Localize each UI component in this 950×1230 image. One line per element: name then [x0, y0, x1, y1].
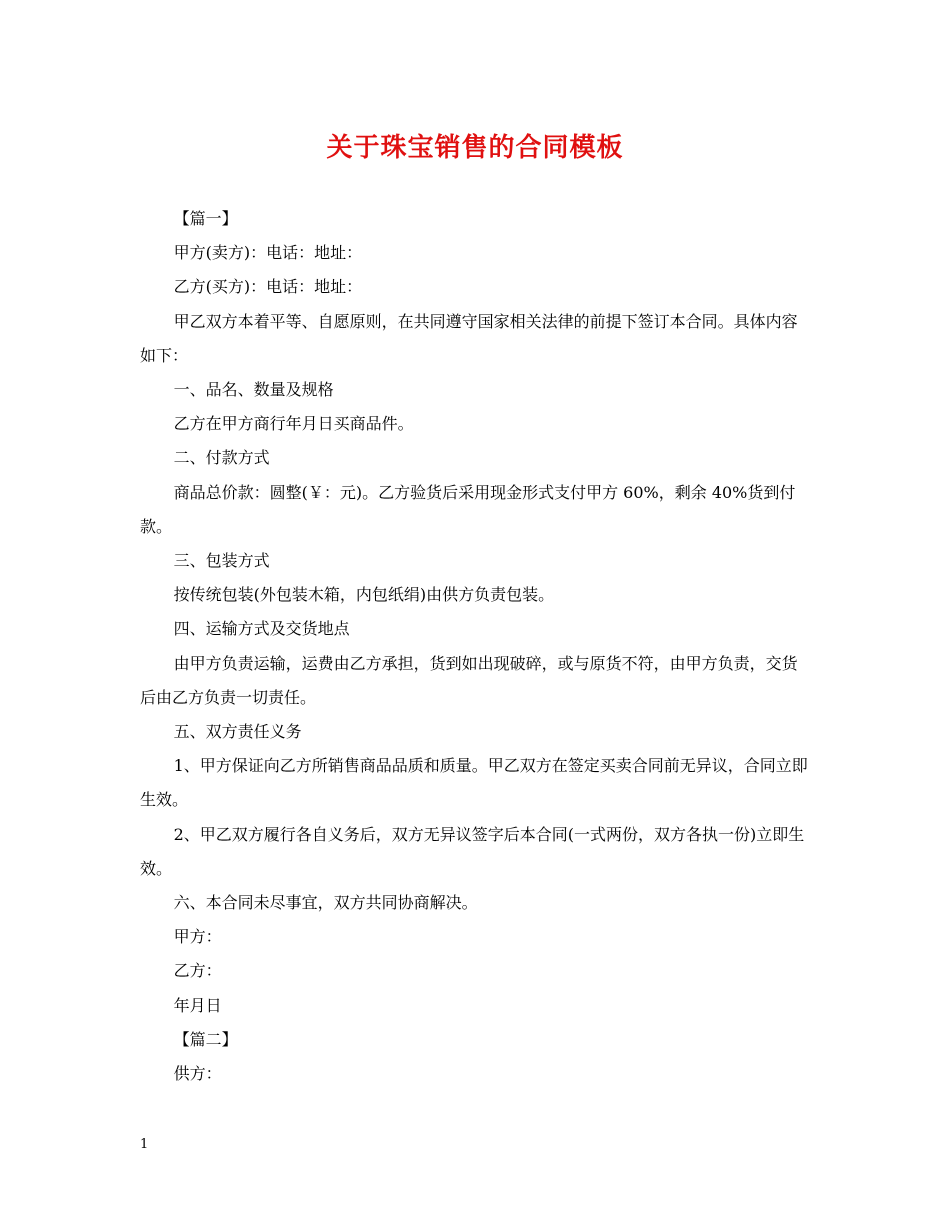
- preamble-paragraph: 甲乙双方本着平等、自愿原则，在共同遵守国家相关法律的前提下签订本合同。具体内容如下：: [140, 311, 798, 365]
- clause-text-2: 商品总价款：圆整(￥：元)。乙方验货后采用现金形式支付甲方 60%，剩余 40%货到付款。: [140, 482, 796, 536]
- party-a-line: 甲方(卖方)：电话：地址：: [173, 243, 363, 263]
- clause-heading-6: 六、本合同未尽事宜，双方共同协商解决。: [173, 893, 478, 913]
- supplier-line: 供方：: [173, 1064, 222, 1084]
- document-body: [140, 202, 812, 1091]
- clause-heading-5: 五、双方责任义务: [173, 722, 302, 742]
- signature-date: 年月日: [173, 995, 222, 1015]
- section-heading-part-two: 【篇二】: [173, 1029, 238, 1049]
- document-title: 关于珠宝销售的合同模板: [326, 133, 624, 163]
- party-b-line: 乙方(买方)：电话：地址：: [173, 277, 363, 297]
- clause-heading-3: 三、包装方式: [173, 551, 270, 571]
- signature-party-a: 甲方：: [173, 927, 222, 947]
- clause-heading-2: 二、付款方式: [173, 448, 270, 468]
- clause-text-5-2: 2、甲乙双方履行各自义务后，双方无异议签字后本合同(一式两份，双方各执一份)立即生效。: [140, 824, 805, 878]
- clause-text-1: 乙方在甲方商行年月日买商品件。: [173, 414, 414, 434]
- clause-heading-4: 四、运输方式及交货地点: [173, 619, 350, 639]
- page-number: 1: [140, 1137, 149, 1152]
- clause-text-5-1: 1、甲方保证向乙方所销售商品品质和质量。甲乙双方在签定买卖合同前无异议，合同立即生效。: [140, 756, 808, 810]
- clause-heading-1: 一、品名、数量及规格: [173, 380, 334, 400]
- clause-text-3: 按传统包装(外包装木箱，内包纸绢)由供方负责包装。: [173, 585, 555, 605]
- signature-party-b: 乙方：: [173, 961, 222, 981]
- clause-text-4: 由甲方负责运输，运费由乙方承担，货到如出现破碎，或与原货不符，由甲方负责，交货后由乙方负责一切责任。: [140, 653, 798, 707]
- section-heading-part-one: 【篇一】: [173, 209, 238, 228]
